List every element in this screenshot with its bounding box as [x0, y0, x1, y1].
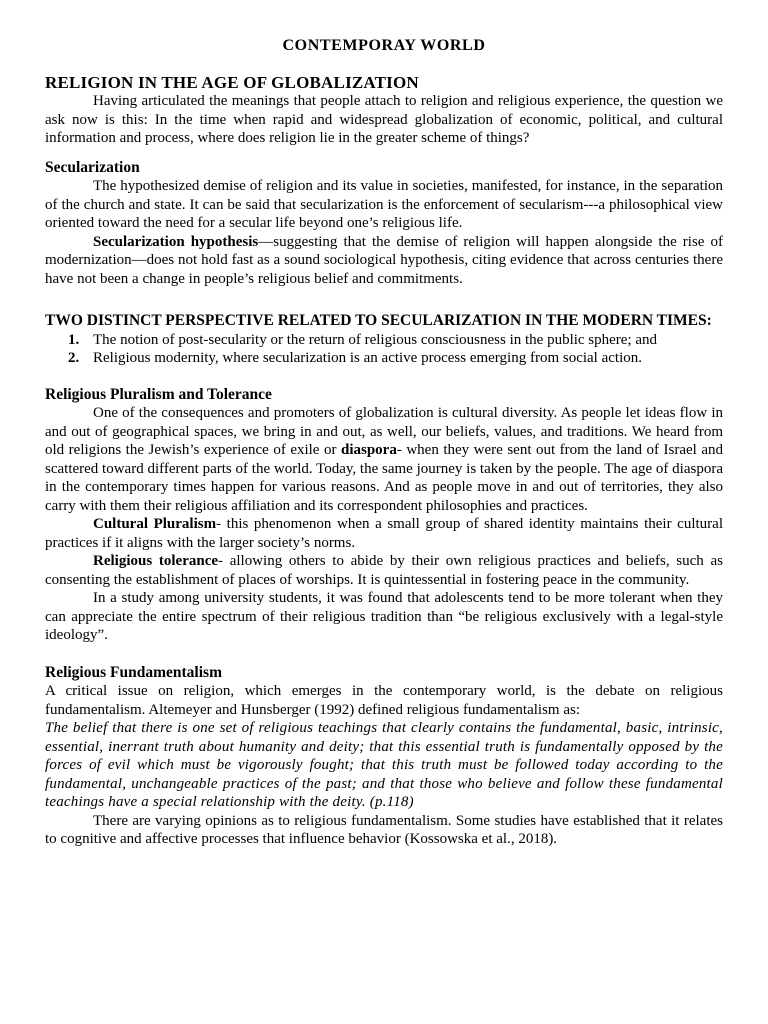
- diaspora-term: diaspora: [340, 442, 397, 458]
- pluralism-heading: Religious Pluralism and Tolerance: [45, 385, 272, 403]
- pluralism-text-after: - when they were sent out from the land of Israel and scattered toward different parts of the world. Today, the same journey is taken by the people. The age of diaspora in the contemporary times happen for various reasons. And as people move in and out of territories, they also carry with them their religious affiliation and its correspondent philosophies and practices.: [45, 442, 723, 514]
- cultural-pluralism-paragraph: [45, 515, 723, 552]
- secularization-hypothesis-term: Secularization hypothesis: [93, 233, 259, 250]
- fundamentalism-quote: The belief that there is one set of religious teachings that clearly contains the fundamental, basic, intrinsic, essential, inerrant truth about humanity and deity; that this essential truth is fundamentally opposed by the forces of evil which must be vigorously fought; that this truth must be followed today according to the fundamental, unchangeable practices of the past; and that those who believe and follow these fundamental teachings have a special relationship with the deity. (p.118): [45, 720, 723, 810]
- secularization-hypothesis-paragraph: [45, 233, 723, 289]
- intro-paragraph: Having articulated the meanings that people attach to religion and religious experience, the question we ask now is this: In the time when rapid and widespread globalization of economic, political, and cultural information and process, where does religion lie in the greater scheme of things?: [45, 93, 723, 146]
- pluralism-paragraph: [45, 404, 723, 515]
- fundamentalism-heading: Religious Fundamentalism: [45, 663, 222, 681]
- list-item-2: [45, 349, 723, 368]
- secularization-paragraph: The hypothesized demise of religion and its value in societies, manifested, for instance, in the separation of the church and state. It can be said that secularization is the enforcement of secularism---a philosophical view oriented toward the need for a secular life beyond one’s religious life.: [45, 178, 723, 231]
- list-item-1-number: 1.: [68, 331, 80, 348]
- religious-tolerance-text: - allowing others to abide by their own religious practices and beliefs, such as consenting the establishment of places of worships. It is quintessential in fostering peace in the community.: [45, 553, 723, 588]
- document-title: CONTEMPORAY WORLD: [282, 37, 486, 54]
- two-distinct-heading: TWO DISTINCT PERSPECTIVE RELATED TO SECULARIZATION IN THE MODERN TIMES:: [45, 312, 712, 329]
- list-item-2-number: 2.: [68, 350, 80, 366]
- cultural-pluralism-text: - this phenomenon when a small group of shared identity maintains their cultural practices if it aligns with the larger society’s norms.: [45, 516, 723, 551]
- main-heading: RELIGION IN THE AGE OF GLOBALIZATION: [45, 73, 419, 92]
- cultural-pluralism-term: Cultural Pluralism: [93, 516, 217, 532]
- perspectives-list: [45, 331, 723, 368]
- secularization-heading: Secularization: [45, 158, 140, 176]
- religious-tolerance-paragraph: [45, 552, 723, 589]
- study-paragraph: In a study among university students, it was found that adolescents tend to be more tolerant when they can appreciate the entire spectrum of their religious tradition than “be religious exclusively with a legal-style ideology”.: [45, 590, 723, 643]
- pluralism-text-before: One of the consequences and promoters of globalization is cultural diversity. As people let ideas flow in and out of geographical spaces, we bring in and out, as well, our beliefs, values, and traditions. We heard from old religions the Jewish’s experience of exile or: [45, 405, 723, 458]
- secularization-hypothesis-text: —suggesting that the demise of religion will happen alongside the rise of modernization—does not hold fast as a sound sociological hypothesis, citing evidence that across centuries there have not been a change in people’s religious belief and commitments.: [45, 233, 723, 287]
- religious-tolerance-term: Religious tolerance: [93, 553, 219, 569]
- closing-paragraph: There are varying opinions as to religious fundamentalism. Some studies have established that it relates to cognitive and affective processes that influence behavior (Kossowska et al., 2018).: [45, 812, 723, 847]
- list-item-1-text: The notion of post-secularity or the return of religious consciousness in the public sphere; and: [93, 331, 658, 348]
- fundamentalism-intro-paragraph: A critical issue on religion, which emerges in the contemporary world, is the debate on religious fundamentalism. Altemeyer and Hunsberger (1992) defined religious fundamentalism as:: [45, 683, 723, 718]
- list-item-1: [45, 331, 723, 350]
- list-item-2-text: Religious modernity, where secularization is an active process emerging from social action.: [93, 350, 642, 366]
